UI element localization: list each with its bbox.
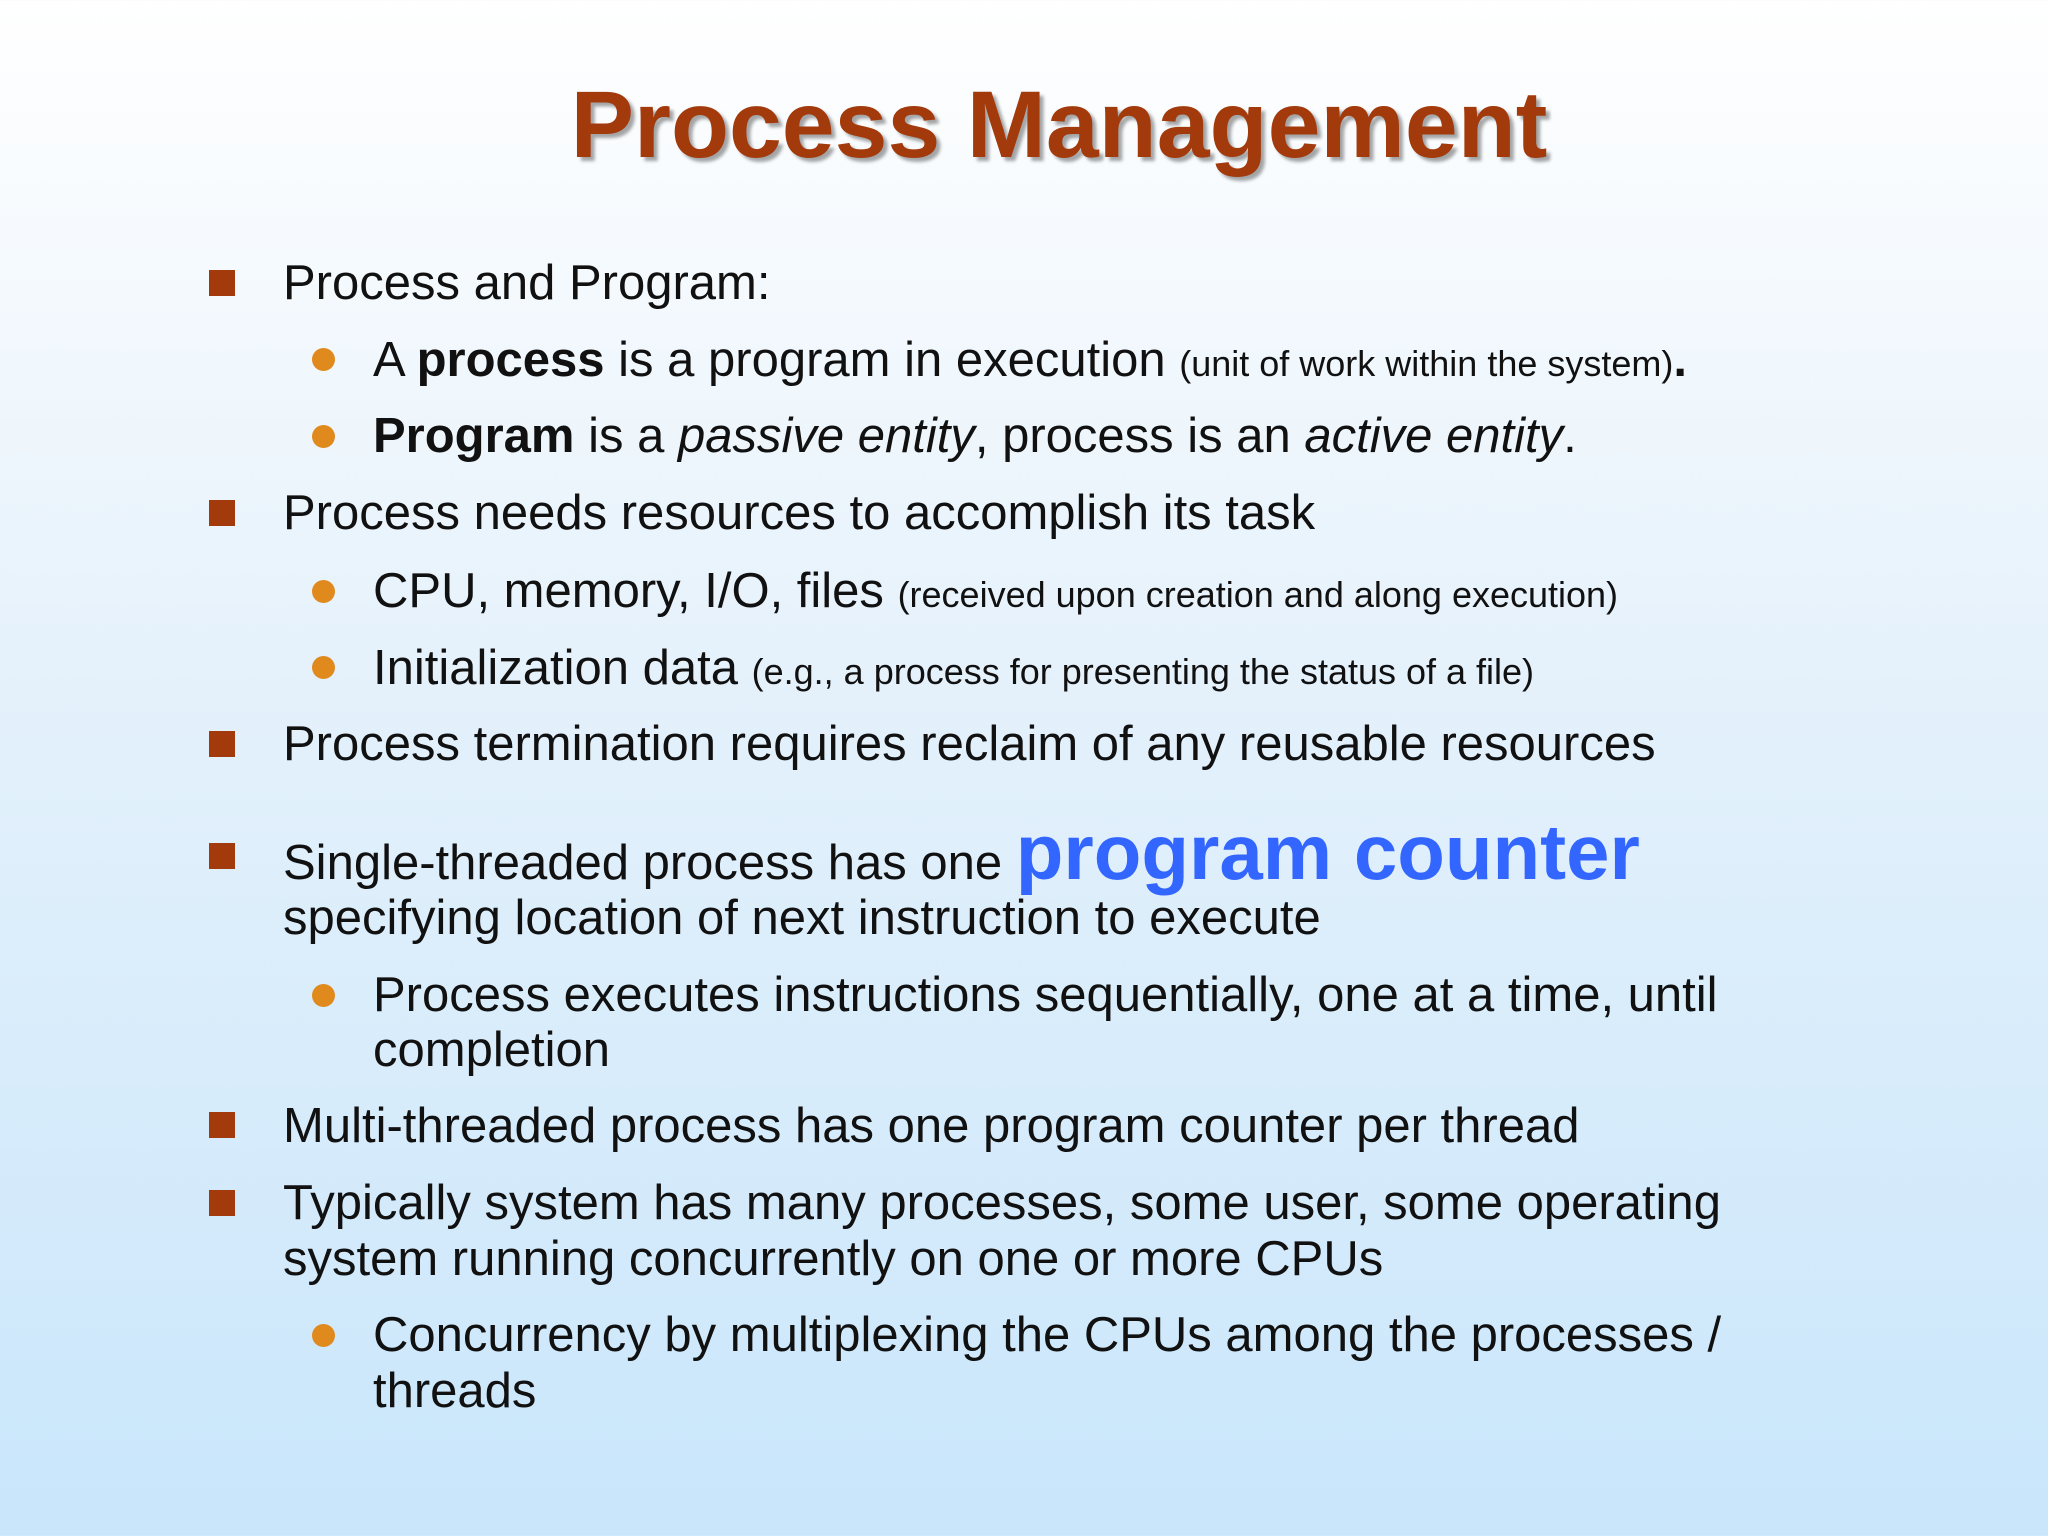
bullet-process-termination: Process termination requires reclaim of any reusable resources bbox=[283, 717, 1656, 771]
slide-title: Process Management bbox=[570, 72, 1548, 178]
bullet-multi-threaded: Multi-threaded process has one program counter per thread bbox=[283, 1099, 1580, 1153]
text: , process is an bbox=[974, 409, 1305, 463]
note: (unit of work within the system) bbox=[1179, 343, 1674, 384]
sub-bullet-process-definition bbox=[373, 332, 1687, 392]
highlight-program-counter: program counter bbox=[1015, 808, 1640, 896]
dot-bullet-icon bbox=[312, 984, 335, 1007]
bullet-many-processes-line1: Typically system has many processes, some user, some operating bbox=[283, 1176, 1721, 1230]
square-bullet-icon bbox=[209, 1190, 235, 1216]
sub-bullet-sequential-line2: completion bbox=[373, 1023, 610, 1077]
dot-bullet-icon bbox=[312, 348, 335, 371]
text: . bbox=[1563, 409, 1577, 463]
note: (e.g., a process for presenting the status of a file) bbox=[751, 651, 1535, 692]
bullet-process-resources: Process needs resources to accomplish its task bbox=[283, 486, 1316, 540]
bullet-process-and-program: Process and Program: bbox=[283, 256, 771, 310]
text: Initialization data bbox=[373, 641, 752, 695]
dot-bullet-icon bbox=[312, 656, 335, 679]
square-bullet-icon bbox=[209, 731, 235, 757]
sub-bullet-cpu-memory bbox=[373, 563, 1618, 623]
text: is a program in execution bbox=[604, 333, 1180, 387]
square-bullet-icon bbox=[209, 1112, 235, 1138]
square-bullet-icon bbox=[209, 500, 235, 526]
sub-bullet-concurrency-line1: Concurrency by multiplexing the CPUs among the processes / bbox=[373, 1308, 1722, 1362]
dot-bullet-icon bbox=[312, 580, 335, 603]
bold-term-process: process bbox=[416, 333, 605, 387]
text: A bbox=[373, 333, 417, 387]
bullet-many-processes-line2: system running concurrently on one or more CPUs bbox=[283, 1232, 1384, 1286]
text: CPU, memory, I/O, files bbox=[373, 564, 898, 618]
italic-active-entity: active entity bbox=[1304, 409, 1564, 463]
sub-bullet-sequential-line1: Process executes instructions sequentially, one at a time, until bbox=[373, 968, 1718, 1022]
square-bullet-icon bbox=[209, 270, 235, 296]
sub-bullet-initialization-data bbox=[373, 640, 1534, 700]
bold-term-program: Program bbox=[373, 409, 575, 463]
text: is a bbox=[574, 409, 678, 463]
bullet-single-threaded-line2: specifying location of next instruction to execute bbox=[283, 891, 1321, 945]
sub-bullet-concurrency-line2: threads bbox=[373, 1364, 537, 1418]
dot-bullet-icon bbox=[312, 1324, 335, 1347]
dot-bullet-icon bbox=[312, 425, 335, 448]
text: . bbox=[1673, 333, 1687, 387]
sub-bullet-program-definition bbox=[373, 408, 1577, 464]
text: Single-threaded process has one bbox=[283, 836, 1016, 890]
square-bullet-icon bbox=[209, 843, 235, 869]
note: (received upon creation and along execution) bbox=[897, 574, 1619, 615]
italic-passive-entity: passive entity bbox=[678, 409, 975, 463]
